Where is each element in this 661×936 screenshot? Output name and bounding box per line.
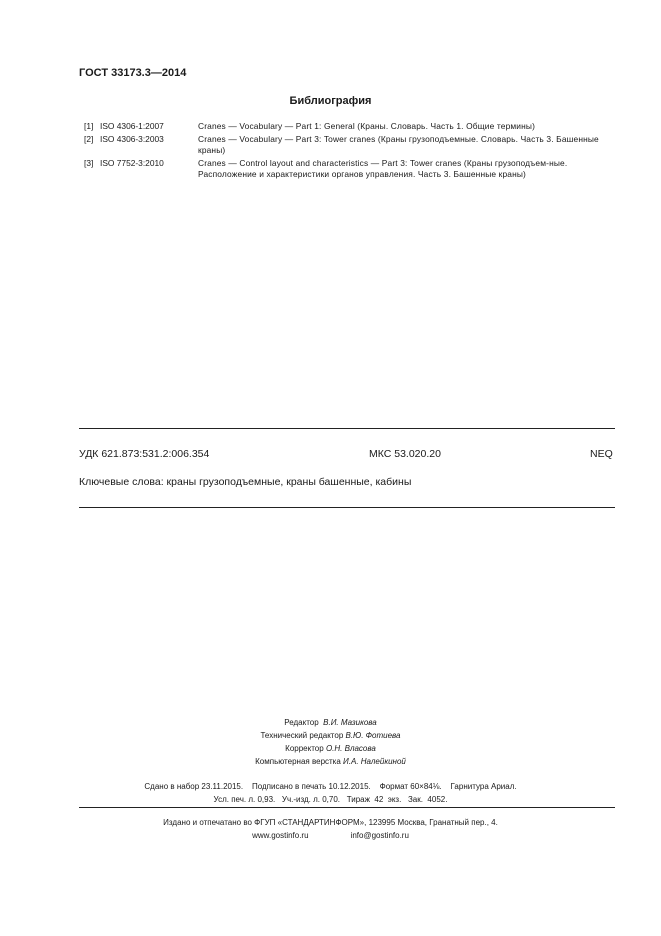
bibliography-entry bbox=[84, 121, 616, 132]
mks-code: МКС 53.020.20 bbox=[369, 448, 441, 460]
udk-code: УДК 621.873:531.2:006.354 bbox=[79, 448, 210, 460]
publisher-info bbox=[0, 816, 661, 842]
entry-title: Cranes — Vocabulary — Part 3: Tower cranes (Краны грузоподъемные. Словарь. Часть 3. Башенные краны) bbox=[198, 134, 599, 155]
entry-number: [1] bbox=[84, 121, 94, 131]
publisher-line: Издано и отпечатано во ФГУП «СТАНДАРТИНФОРМ», 123995 Москва, Гранатный пер., 4. bbox=[163, 818, 498, 827]
production-info bbox=[0, 780, 661, 806]
publisher-contacts bbox=[0, 829, 661, 842]
document-code: ГОСТ 33173.3—2014 bbox=[79, 67, 187, 79]
entry-title: Cranes — Vocabulary — Part 1: General (Краны. Словарь. Часть 1. Общие термины) bbox=[198, 121, 536, 131]
entry-number: [3] bbox=[84, 158, 94, 168]
tech-editor-name: В.Ю. Фотиева bbox=[345, 731, 401, 740]
production-line-1: Сдано в набор 23.11.2015. Подписано в печать 10.12.2015. Формат 60×84⅛. Гарнитура Ариал. bbox=[144, 782, 517, 791]
top-divider bbox=[79, 428, 615, 429]
entry-standard: ISO 7752-3:2010 bbox=[100, 158, 164, 168]
website-link[interactable]: www.gostinfo.ru bbox=[252, 831, 309, 840]
credit-layout: Компьютерная верстка И.А. Налейкиной bbox=[255, 757, 406, 766]
entry-number: [2] bbox=[84, 134, 94, 144]
entry-title: Cranes — Control layout and characteristics — Part 3: Tower cranes (Краны грузоподъем-ные. Расположение и характеристики органов управления. Часть 3. Башенные краны) bbox=[198, 158, 568, 179]
bottom-divider bbox=[79, 507, 615, 508]
credit-proofreader: Корректор О.Н. Власова bbox=[285, 744, 376, 753]
keywords: Ключевые слова: краны грузоподъемные, краны башенные, кабины bbox=[79, 476, 412, 488]
bibliography-entry bbox=[84, 158, 616, 180]
bibliography-title: Библиография bbox=[289, 95, 372, 107]
credit-editor: Редактор В.И. Мазикова bbox=[284, 718, 377, 727]
bibliography-entry bbox=[84, 134, 616, 156]
bibliography-list bbox=[84, 121, 616, 182]
credit-tech-editor: Технический редактор В.Ю. Фотиева bbox=[260, 731, 401, 740]
equivalence-code: NEQ bbox=[590, 448, 613, 460]
editor-name: В.И. Мазикова bbox=[323, 718, 377, 727]
production-line-2: Усл. печ. л. 0,93. Уч.-изд. л. 0,70. Тираж 42 экз. Зак. 4052. bbox=[213, 795, 448, 804]
entry-standard: ISO 4306-1:2007 bbox=[100, 121, 164, 131]
credits-block bbox=[0, 716, 661, 768]
email-link[interactable]: info@gostinfo.ru bbox=[350, 831, 409, 840]
proofreader-name: О.Н. Власова bbox=[325, 744, 376, 753]
entry-standard: ISO 4306-3:2003 bbox=[100, 134, 164, 144]
layout-name: И.А. Налейкиной bbox=[343, 757, 406, 766]
publisher-divider bbox=[79, 807, 615, 808]
